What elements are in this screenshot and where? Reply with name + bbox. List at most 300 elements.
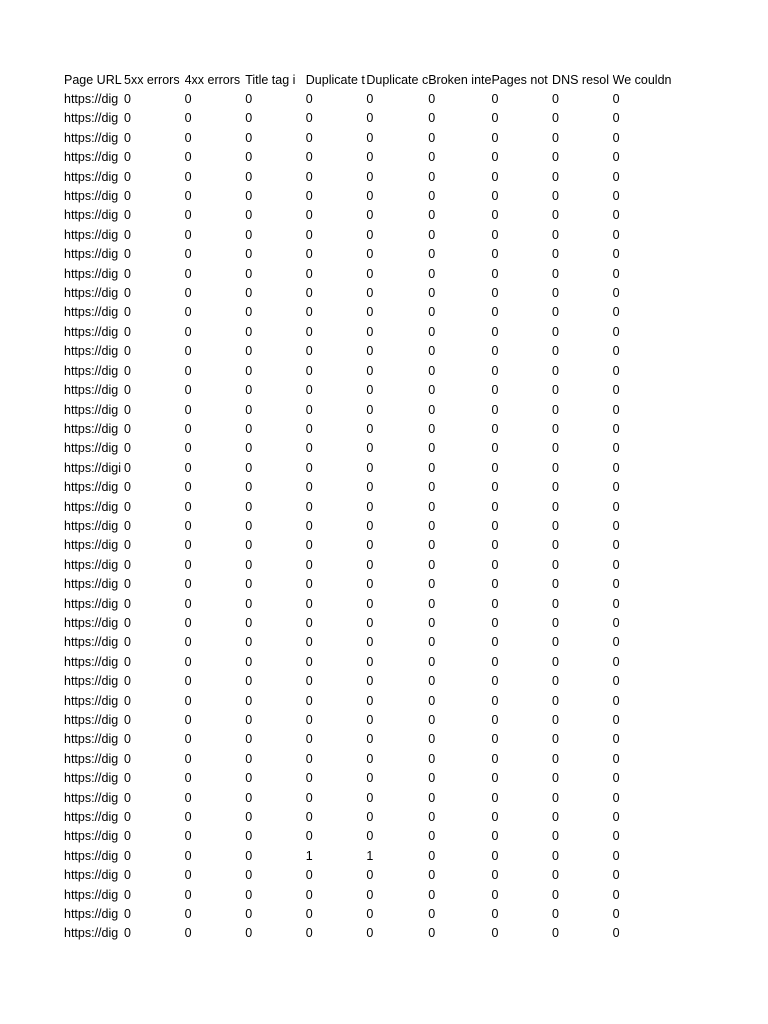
page-url-cell: https://dig (64, 810, 119, 825)
table-row (64, 284, 675, 303)
count-cell: 0 (124, 810, 131, 825)
count-cell: 0 (305, 344, 313, 359)
count-cell: 0 (305, 92, 313, 106)
count-cell: 0 (552, 460, 559, 475)
count-cell: 0 (428, 344, 436, 359)
count-cell: 0 (124, 557, 131, 572)
count-cell: 0 (184, 383, 192, 398)
count-cell: 0 (612, 383, 620, 398)
count-cell: 0 (305, 790, 313, 805)
count-cell: 0 (491, 92, 499, 106)
count-cell: 0 (305, 751, 313, 766)
count-cell: 0 (305, 518, 313, 533)
count-cell: 0 (612, 713, 620, 727)
count-cell: 0 (305, 402, 313, 417)
count-cell: 0 (305, 615, 313, 630)
count-cell: 0 (305, 111, 313, 126)
count-cell: 0 (491, 383, 499, 398)
count-cell: 0 (245, 732, 253, 747)
count-cell: 0 (366, 615, 374, 630)
count-cell: 0 (612, 363, 620, 378)
count-cell: 0 (366, 150, 374, 165)
count-cell: 0 (245, 305, 253, 320)
count-cell: 0 (366, 92, 374, 106)
count-cell: 0 (612, 480, 620, 495)
count-cell: 0 (366, 829, 374, 844)
count-cell: 0 (245, 654, 253, 669)
table-row (64, 536, 675, 555)
count-cell: 0 (245, 92, 253, 106)
count-cell: 0 (184, 810, 192, 825)
count-cell: 0 (552, 868, 559, 883)
count-cell: 0 (552, 111, 559, 126)
count-cell: 0 (612, 111, 620, 126)
table-row (64, 420, 675, 439)
count-cell: 0 (184, 363, 192, 378)
count-cell: 0 (184, 111, 192, 126)
count-cell: 0 (552, 441, 559, 456)
count-cell: 0 (491, 363, 499, 378)
count-cell: 0 (184, 441, 192, 456)
count-cell: 0 (245, 189, 253, 204)
count-cell: 0 (612, 518, 620, 533)
count-cell: 0 (245, 421, 253, 436)
count-cell: 0 (305, 654, 313, 669)
count-cell: 0 (184, 577, 192, 592)
table-row (64, 730, 675, 749)
page-url-cell: https://dig (64, 402, 119, 417)
count-cell: 0 (124, 286, 131, 301)
count-cell: 0 (305, 363, 313, 378)
column-header: 5xx errors (124, 73, 180, 87)
count-cell: 0 (305, 499, 313, 514)
count-cell: 0 (305, 810, 313, 825)
count-cell: 0 (184, 247, 192, 262)
page-url-cell: https://dig (64, 344, 119, 359)
count-cell: 0 (366, 363, 374, 378)
column-header: 4xx errors (184, 73, 241, 87)
table-body (64, 90, 675, 944)
count-cell: 0 (184, 227, 192, 242)
count-cell: 0 (612, 848, 620, 863)
count-cell: 0 (184, 130, 192, 145)
count-cell: 0 (184, 150, 192, 165)
count-cell: 0 (245, 460, 253, 475)
count-cell: 0 (305, 460, 313, 475)
count-cell: 0 (366, 732, 374, 747)
count-cell: 0 (184, 266, 192, 281)
page-url-cell: https://dig (64, 130, 119, 145)
count-cell: 0 (552, 596, 559, 611)
count-cell: 0 (184, 848, 192, 863)
count-cell: 0 (552, 402, 559, 417)
page-url-cell: https://dig (64, 887, 119, 902)
count-cell: 0 (612, 654, 620, 669)
count-cell: 0 (124, 518, 131, 533)
count-cell: 0 (491, 848, 499, 863)
table-row (64, 323, 675, 342)
count-cell: 0 (612, 266, 620, 281)
count-cell: 0 (491, 557, 499, 572)
count-cell: 0 (428, 635, 436, 650)
count-cell: 0 (552, 848, 559, 863)
count-cell: 0 (552, 615, 559, 630)
page-url-cell: https://dig (64, 208, 119, 223)
count-cell: 0 (491, 693, 499, 708)
count-cell: 0 (305, 208, 313, 223)
count-cell: 0 (245, 363, 253, 378)
page-url-cell: https://dig (64, 654, 119, 669)
count-cell: 0 (491, 169, 499, 184)
count-cell: 0 (305, 557, 313, 572)
count-cell: 0 (552, 383, 559, 398)
count-cell: 0 (366, 480, 374, 495)
count-cell: 0 (491, 130, 499, 145)
count-cell: 0 (366, 751, 374, 766)
table-row (64, 866, 675, 885)
count-cell: 0 (612, 887, 620, 902)
count-cell: 0 (612, 92, 620, 106)
count-cell: 0 (184, 286, 192, 301)
count-cell: 0 (245, 771, 253, 786)
page-url-cell: https://dig (64, 848, 119, 863)
table-row (64, 517, 675, 536)
page-url-cell: https://dig (64, 926, 119, 941)
count-cell: 0 (245, 538, 253, 553)
count-cell: 0 (124, 227, 131, 242)
count-cell: 0 (245, 227, 253, 242)
count-cell: 0 (491, 266, 499, 281)
count-cell: 0 (428, 790, 436, 805)
count-cell: 0 (184, 92, 192, 106)
count-cell: 0 (305, 713, 313, 727)
count-cell: 0 (366, 402, 374, 417)
count-cell: 0 (552, 654, 559, 669)
count-cell: 0 (184, 538, 192, 553)
count-cell: 0 (491, 305, 499, 320)
count-cell: 0 (428, 654, 436, 669)
count-cell: 0 (184, 751, 192, 766)
count-cell: 0 (305, 732, 313, 747)
count-cell: 0 (552, 92, 559, 106)
count-cell: 0 (612, 247, 620, 262)
count-cell: 0 (366, 538, 374, 553)
table-row (64, 614, 675, 633)
count-cell: 0 (305, 771, 313, 786)
count-cell: 0 (428, 402, 436, 417)
count-cell: 0 (184, 887, 192, 902)
count-cell: 0 (428, 266, 436, 281)
page-url-cell: https://dig (64, 441, 119, 456)
count-cell: 0 (124, 538, 131, 553)
count-cell: 0 (491, 868, 499, 883)
count-cell: 0 (245, 790, 253, 805)
count-cell: 0 (184, 305, 192, 320)
count-cell: 0 (552, 557, 559, 572)
count-cell: 0 (184, 169, 192, 184)
count-cell: 0 (124, 868, 131, 883)
table-row (64, 633, 675, 652)
count-cell: 0 (612, 227, 620, 242)
page-url-cell: https://dig (64, 674, 119, 689)
count-cell: 0 (305, 868, 313, 883)
table-row (64, 847, 675, 866)
count-cell: 0 (245, 130, 253, 145)
count-cell: 0 (366, 344, 374, 359)
count-cell: 0 (612, 189, 620, 204)
count-cell: 0 (552, 189, 559, 204)
count-cell: 0 (124, 887, 131, 902)
table-row (64, 905, 675, 924)
page-url-cell: https://dig (64, 538, 119, 553)
count-cell: 0 (245, 169, 253, 184)
table-row (64, 109, 675, 128)
count-cell: 0 (428, 383, 436, 398)
count-cell: 0 (552, 286, 559, 301)
count-cell: 0 (366, 868, 374, 883)
count-cell: 0 (612, 305, 620, 320)
count-cell: 0 (428, 111, 436, 126)
page-url-cell: https://dig (64, 363, 119, 378)
count-cell: 0 (124, 771, 131, 786)
page-url-cell: https://dig (64, 790, 119, 805)
table-row (64, 886, 675, 905)
page-url-cell: https://dig (64, 286, 119, 301)
table-row (64, 478, 675, 497)
count-cell: 0 (552, 480, 559, 495)
count-cell: 0 (366, 383, 374, 398)
count-cell: 0 (552, 713, 559, 727)
page-url-cell: https://dig (64, 499, 119, 514)
count-cell: 0 (428, 907, 436, 922)
count-cell: 1 (366, 848, 374, 863)
count-cell: 0 (612, 208, 620, 223)
count-cell: 0 (428, 189, 436, 204)
page-url-cell: https://dig (64, 907, 119, 922)
page-url-cell: https://dig (64, 111, 119, 126)
count-cell: 0 (428, 577, 436, 592)
count-cell: 0 (612, 150, 620, 165)
count-cell: 0 (124, 732, 131, 747)
count-cell: 0 (305, 286, 313, 301)
page-url-cell: https://digi (64, 460, 121, 475)
count-cell: 0 (124, 92, 131, 106)
table-row (64, 245, 675, 264)
count-cell: 0 (184, 829, 192, 844)
table-row (64, 769, 675, 788)
count-cell: 0 (245, 713, 253, 727)
count-cell: 0 (428, 441, 436, 456)
count-cell: 0 (612, 460, 620, 475)
count-cell: 0 (305, 887, 313, 902)
count-cell: 0 (305, 169, 313, 184)
count-cell: 0 (612, 130, 620, 145)
count-cell: 0 (612, 907, 620, 922)
count-cell: 0 (366, 577, 374, 592)
column-header: Duplicate c (366, 73, 429, 87)
table-row (64, 265, 675, 284)
count-cell: 0 (428, 848, 436, 863)
count-cell: 0 (366, 324, 374, 339)
count-cell: 0 (124, 421, 131, 436)
count-cell: 0 (366, 169, 374, 184)
count-cell: 0 (612, 810, 620, 825)
count-cell: 0 (124, 305, 131, 320)
count-cell: 0 (245, 596, 253, 611)
count-cell: 0 (552, 247, 559, 262)
count-cell: 0 (305, 829, 313, 844)
count-cell: 0 (245, 150, 253, 165)
count-cell: 0 (552, 518, 559, 533)
count-cell: 0 (245, 829, 253, 844)
count-cell: 0 (612, 499, 620, 514)
count-cell: 0 (552, 324, 559, 339)
count-cell: 0 (552, 130, 559, 145)
count-cell: 0 (184, 402, 192, 417)
count-cell: 0 (245, 674, 253, 689)
count-cell: 0 (184, 907, 192, 922)
count-cell: 0 (124, 150, 131, 165)
count-cell: 0 (612, 615, 620, 630)
count-cell: 0 (245, 266, 253, 281)
count-cell: 0 (552, 790, 559, 805)
count-cell: 0 (305, 693, 313, 708)
count-cell: 0 (305, 674, 313, 689)
count-cell: 0 (552, 363, 559, 378)
column-header: We couldn (612, 73, 672, 87)
count-cell: 0 (245, 518, 253, 533)
table-row (64, 750, 675, 769)
count-cell: 0 (428, 887, 436, 902)
count-cell: 0 (612, 557, 620, 572)
count-cell: 0 (366, 907, 374, 922)
count-cell: 0 (124, 790, 131, 805)
count-cell: 0 (552, 907, 559, 922)
count-cell: 0 (491, 577, 499, 592)
count-cell: 0 (305, 150, 313, 165)
count-cell: 0 (491, 441, 499, 456)
spreadsheet-table (64, 70, 675, 944)
page-url-cell: https://dig (64, 751, 119, 766)
count-cell: 0 (245, 480, 253, 495)
column-header: DNS resol (552, 73, 610, 87)
count-cell: 0 (491, 208, 499, 223)
count-cell: 0 (245, 208, 253, 223)
count-cell: 0 (491, 887, 499, 902)
count-cell: 0 (305, 596, 313, 611)
count-cell: 0 (184, 713, 192, 727)
count-cell: 0 (491, 596, 499, 611)
count-cell: 0 (428, 499, 436, 514)
count-cell: 0 (366, 499, 374, 514)
count-cell: 0 (366, 227, 374, 242)
count-cell: 0 (612, 538, 620, 553)
count-cell: 0 (184, 480, 192, 495)
count-cell: 0 (245, 635, 253, 650)
count-cell: 0 (366, 111, 374, 126)
count-cell: 0 (366, 305, 374, 320)
table-row (64, 672, 675, 691)
count-cell: 0 (124, 383, 131, 398)
table-row (64, 556, 675, 575)
count-cell: 0 (184, 344, 192, 359)
count-cell: 0 (428, 286, 436, 301)
count-cell: 0 (245, 324, 253, 339)
column-header: Duplicate t (305, 73, 365, 87)
count-cell: 0 (184, 460, 192, 475)
count-cell: 0 (491, 654, 499, 669)
page-url-cell: https://dig (64, 247, 119, 262)
count-cell: 0 (552, 421, 559, 436)
count-cell: 0 (612, 324, 620, 339)
count-cell: 0 (612, 868, 620, 883)
count-cell: 0 (552, 771, 559, 786)
count-cell: 0 (245, 751, 253, 766)
table-row (64, 362, 675, 381)
page-url-cell: https://dig (64, 305, 119, 320)
count-cell: 0 (552, 693, 559, 708)
table-row (64, 129, 675, 148)
count-cell: 0 (124, 480, 131, 495)
count-cell: 0 (124, 577, 131, 592)
count-cell: 0 (305, 577, 313, 592)
count-cell: 0 (552, 305, 559, 320)
table-row (64, 459, 675, 478)
count-cell: 0 (612, 577, 620, 592)
count-cell: 0 (124, 635, 131, 650)
count-cell: 0 (245, 247, 253, 262)
count-cell: 0 (552, 577, 559, 592)
table-row (64, 711, 675, 730)
count-cell: 0 (245, 383, 253, 398)
count-cell: 0 (305, 538, 313, 553)
count-cell: 0 (124, 208, 131, 223)
count-cell: 0 (305, 189, 313, 204)
count-cell: 0 (552, 887, 559, 902)
count-cell: 0 (612, 732, 620, 747)
count-cell: 0 (245, 926, 253, 941)
table-row (64, 692, 675, 711)
count-cell: 0 (184, 324, 192, 339)
count-cell: 0 (305, 480, 313, 495)
count-cell: 0 (184, 189, 192, 204)
count-cell: 0 (124, 615, 131, 630)
count-cell: 0 (366, 596, 374, 611)
count-cell: 0 (428, 538, 436, 553)
count-cell: 0 (184, 499, 192, 514)
count-cell: 1 (305, 848, 313, 863)
page-url-cell: https://dig (64, 771, 119, 786)
count-cell: 0 (245, 344, 253, 359)
count-cell: 0 (124, 460, 131, 475)
page-url-cell: https://dig (64, 713, 119, 727)
count-cell: 0 (491, 227, 499, 242)
count-cell: 0 (428, 810, 436, 825)
count-cell: 0 (124, 189, 131, 204)
count-cell: 0 (245, 615, 253, 630)
count-cell: 0 (366, 693, 374, 708)
page-url-cell: https://dig (64, 92, 119, 106)
page-url-cell: https://dig (64, 480, 119, 495)
count-cell: 0 (491, 150, 499, 165)
count-cell: 0 (612, 926, 620, 941)
count-cell: 0 (612, 286, 620, 301)
count-cell: 0 (124, 499, 131, 514)
count-cell: 0 (428, 421, 436, 436)
count-cell: 0 (124, 693, 131, 708)
count-cell: 0 (552, 674, 559, 689)
table-header (64, 70, 675, 90)
